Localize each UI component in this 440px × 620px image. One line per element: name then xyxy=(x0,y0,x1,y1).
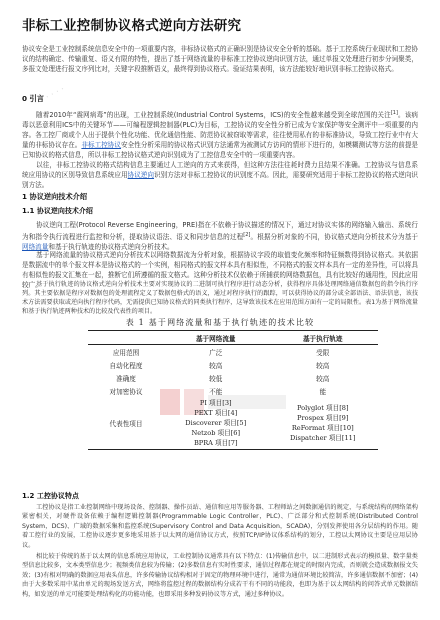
s11-p1-text-a: 协议逆向工程(Protocol Reverse Engineering，PRE)指在不依赖于协议描述的情况下，通过对协议实体的网络输入输出、系统行为和指令执行流程进行监控和分析，提取协议语法、语义和同步信息的过程 xyxy=(22,221,418,242)
table-cell: 不能 xyxy=(209,387,223,396)
intro-paragraph-1 xyxy=(22,108,418,160)
project-item: PEXT 项目[4] xyxy=(194,409,238,417)
s11-p1-text-c: 和基于执行轨迹的协议格式逆向分析技术。 xyxy=(48,243,174,252)
comparison-table xyxy=(88,330,378,450)
s11-paragraph-1 xyxy=(22,220,418,252)
project-item: Prospex 项目[9] xyxy=(297,414,349,422)
project-item: Dispatcher 项目[11] xyxy=(290,434,356,442)
section-1-2-heading: 1.2 工控协议特点 xyxy=(22,492,79,500)
project-item: BPRA 项目[7] xyxy=(193,439,238,447)
table-cell: 自动化程度 xyxy=(109,361,143,370)
table-cell: 广泛 xyxy=(209,348,223,357)
table-header-empty xyxy=(88,331,164,345)
table-cell: 应用范围 xyxy=(112,348,140,357)
ref-2: [2] xyxy=(243,232,251,238)
project-item: PI 项目[3] xyxy=(199,399,232,407)
table-row-representative xyxy=(88,397,378,450)
table-cell-rep-label: 代表性项目 xyxy=(109,420,143,428)
intro-p2-text-a: 以往，非标工控协议的格式结构信息主要通过人工逆向的方式来获得，但这种方法往往耗时费力且结果不准确。工控协议与信息系统应用协议的区别导致信息系统应用 xyxy=(22,161,418,179)
table-row xyxy=(88,384,378,397)
s11-paragraph-3: 基于执行轨迹的协议格式逆向分析技术主要对实现协议的二进制可执行程序进行动态分析，获得程序具体处理网络通信数据包的指令执行序列。其主要依据是程序对数据包的处理流程定义了数据包格式的语义，通过对程序执行的跟踪，可以获得协议的部分或全部语法、语法信息，该技术方法需要获取或逆向执行程序代码，无需提供已知协议格式的同类执行程序，这导致该技术在应用范围方面有一定的局限性。表1为基于网络流量和基于执行轨迹两种技术的比较及代表性的项目。 xyxy=(22,281,418,315)
s11-paragraph-2: 基于网络流量的协议格式逆向分析技术以网络数据流为分析对象，根据协议字段的取值变化频率和特征频数得到协议格式。其依据是数据流中的单个报文样本是协议格式的一个实例，相同格式的报文样本具有相似性，不同格式的报文样本具有一定的差异性，可以将具有相似性的报文汇集在一起，推断它们所遵循的报文格式。这种分析技术仅依赖于所捕获的网络数据包，具有比较好的通用性，因此应用较广。 xyxy=(22,251,418,289)
table-header-trace: 基于执行轨迹 xyxy=(302,334,343,343)
table-cell: 能 xyxy=(319,387,327,396)
project-item: Netzob 项目[6] xyxy=(191,429,241,437)
watermark: · · · · · xyxy=(39,84,67,106)
section-0-heading: 0 引言 xyxy=(22,94,44,103)
s12-paragraph-2: 相比较于传统的基于以太网的信息系统应用协议，工业控制协议通常具有以下特点：(1)传输信息中，以二进制形式表示的模拟量、数字量类型信息比较多，文本类型信息少；视频类信息较为传输；(2)多数信息有实时性要求，通信过程都在规定的时限内完成，否则就会造成数据报文失效；(3)有相对明确的数据应用表头信息，许多传输协议结构相对于固定的物理环境中进行，通常为通信环境比较简洁，许多通信数据不加密；(4)由于大多数采用中某由单元的现场发送方式，网络将监控过程的数据结构分成若干有不同的功能段，也即为基于以太网结构的问答式单元数据结构，如发送的单元可能要处理结构化的功能功能，也即采用多种发码协议等方式，通过多种协议。 xyxy=(22,553,418,598)
project-item: Polyglot 项目[8] xyxy=(296,404,349,412)
table-cell: 受限 xyxy=(316,348,330,357)
table-cell-rep-left xyxy=(164,397,268,450)
ref-1: [1] xyxy=(390,110,398,116)
table-row xyxy=(88,345,378,359)
table-header-row xyxy=(88,331,378,345)
section-1-heading: 1 协议逆向技术介绍 xyxy=(22,192,88,201)
table-row xyxy=(88,358,378,371)
s11-p1-text-b: 。根据分析对象的不同，协议格式逆向分析技术分为基于 xyxy=(250,233,419,242)
nonstandard-protocol-link[interactable]: 非标工控协议 xyxy=(81,141,122,150)
paper-title: 非标工业控制协议格式逆向方法研究 xyxy=(22,18,242,34)
intro-p1-text-b: 。该病毒以恶意利用ICS中的关键环节——可编程逻辑控制器(PLC)为目标，工控协议的安全性分析已成为专家保护等安全测评中一项重要的内容。各工控厂商或个人出于提供个性化功能、优化通信性能、防范协议被窃取等需求，往往使用私有的非标准协议，导致工控行业中有大量的非标协议存在。 xyxy=(22,111,419,150)
intro-p1-text-a: 随着2010年“震网病毒”的出现，工业控制系统(Industrial Control Systems，ICS)的安全性越来越受到全球范围的关注 xyxy=(36,111,391,120)
intro-paragraph-2 xyxy=(22,160,418,190)
s12-paragraph-1: 工控协议是指工业控制网络中现场设备、控制器、操作员站、通信和应用等服务器、工程师站之间数据通信的规定，与系统结构的网络架构紧密相关，对硬件设备依赖于编程逻辑控制器(Programmable Logic Controller，PLC)、广泛部分和式控制系统(Distributed Control System，DCS)、广域的数据采集和监控系统(Supervisory Control and Data Acquisition，SCADA)，分别发挥使用各分层结构的作用。随着工控行业的发展，工控协议逐步更多地采用基于以太网的通信协议方式，按照TCP/IP协议体系结构的划分，工控以太网协议主要是应用层协议。 xyxy=(22,504,418,549)
abstract: 协议安全是工业控制系统信息安全中的一项重要内容，非标协议格式的正确识别是协议安全分析的基础。基于工控系统行业现状和工控协议的结构确定、传输重复、语义有限的特性，提出了基于网络流量的非标准工控协议逆向识别方法，通过单报文处理进行初步分词聚类，多报文处理进行报文序列比对，关键字段推断语义，最终得到协议格式。验证结果表明，该方法能较好地识别非标工控协议格式。 xyxy=(22,45,418,73)
table-cell: 较低 xyxy=(209,374,223,383)
table-cell-rep-right xyxy=(268,397,378,450)
table-row xyxy=(88,371,378,384)
protocol-reverse-link[interactable]: 协议逆向 xyxy=(127,171,155,179)
intro-p2-text-b: 识别方法对非标工控协议的识别度不高。因此，需要研究适用于非标工控协议的格式逆向识别方法。 xyxy=(22,171,419,189)
section-1-1-heading: 1.1 协议逆向技术介绍 xyxy=(22,207,93,215)
table-cell: 较高 xyxy=(316,361,330,370)
network-traffic-link[interactable]: 网络流量 xyxy=(22,243,49,252)
project-item: ReFormat 项目[10] xyxy=(291,424,354,432)
table-header-network: 基于网络流量 xyxy=(195,334,236,343)
project-item: Discoverer 项目[5] xyxy=(185,419,247,427)
table-cell: 较高 xyxy=(316,374,330,383)
table-cell: 准确度 xyxy=(116,374,136,383)
table-caption: 表 1 基于网络流量和基于执行轨迹的技术比较 xyxy=(125,318,315,327)
table-cell: 对加密协议 xyxy=(109,387,143,396)
intro-p1-text-c: 安全性分析采用的协议格式识别方法通常为被测试方访问的情形下进行的，如模糊测试等方法的前提是已知协议的格式信息，所以非标工控协议格式逆向识别成为了工控信息安全中的一项重要内容。 xyxy=(22,141,419,160)
table-cell: 较高 xyxy=(209,361,223,370)
